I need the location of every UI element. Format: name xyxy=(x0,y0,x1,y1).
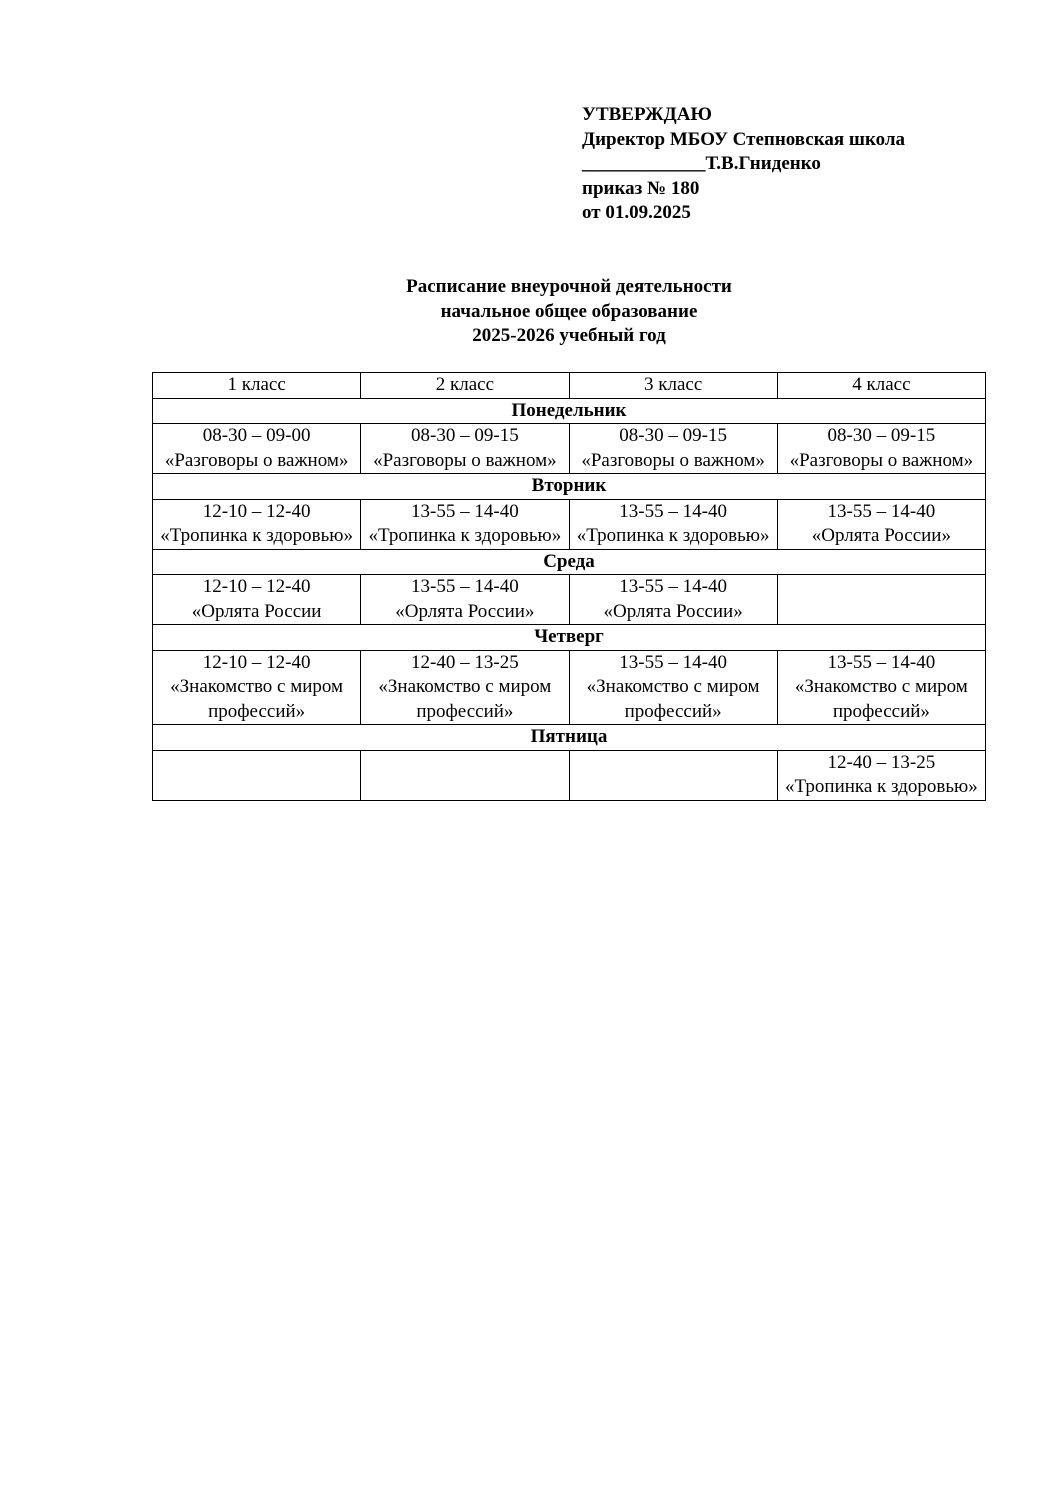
cell-time: 12-40 – 13-25 xyxy=(411,651,519,673)
schedule-cell-empty xyxy=(569,750,777,800)
header-cell: 3 класс xyxy=(569,373,777,399)
cell-activity: «Тропинка к здоровью» xyxy=(160,525,353,546)
header-cell: 2 класс xyxy=(361,373,569,399)
approval-heading: УТВЕРЖДАЮ xyxy=(582,104,712,125)
approval-signature: _____________Т.В.Гниденко xyxy=(582,153,821,174)
approval-order-number: приказ № 180 xyxy=(582,177,700,199)
cell-time: 13-55 – 14-40 xyxy=(827,500,936,522)
cell-activity: «Орлята России» xyxy=(811,525,951,546)
schedule-cell xyxy=(777,650,985,725)
cell-time: 12-10 – 12-40 xyxy=(202,500,311,522)
cell-activity: «Разговоры о важном» xyxy=(373,449,557,471)
schedule-cell xyxy=(777,499,985,549)
cell-time: 08-30 – 09-15 xyxy=(619,425,727,446)
document-title xyxy=(152,275,986,349)
cell-activity: «Тропинка к здоровью» xyxy=(785,776,978,797)
table-row xyxy=(153,499,986,549)
cell-time: 12-10 – 12-40 xyxy=(202,576,311,597)
header-cell: 1 класс xyxy=(153,373,361,399)
day-name-thursday: Четверг xyxy=(153,625,986,651)
schedule-cell xyxy=(153,424,361,474)
title-line-2: начальное общее образование xyxy=(440,300,698,322)
cell-activity: «Тропинка к здоровью» xyxy=(368,525,562,546)
schedule-cell-empty xyxy=(361,750,569,800)
cell-activity: «Разговоры о важном» xyxy=(581,449,765,471)
cell-time: 12-40 – 13-25 xyxy=(827,751,936,773)
schedule-cell xyxy=(153,650,361,725)
schedule-cell-empty xyxy=(153,750,361,800)
day-name-monday: Понедельник xyxy=(153,398,986,424)
schedule-cell xyxy=(569,499,777,549)
schedule-cell xyxy=(153,499,361,549)
schedule-cell xyxy=(153,575,361,625)
cell-time: 08-30 – 09-00 xyxy=(202,425,311,446)
title-line-1: Расписание внеурочной деятельности xyxy=(406,276,732,297)
cell-time: 13-55 – 14-40 xyxy=(619,576,727,597)
cell-activity: «Разговоры о важном» xyxy=(164,449,349,471)
header-cell: 4 класс xyxy=(777,373,985,399)
day-row xyxy=(153,474,986,500)
cell-time: 13-55 – 14-40 xyxy=(411,576,519,597)
day-row xyxy=(153,625,986,651)
schedule-cell-empty xyxy=(777,575,985,625)
cell-activity: «Знакомство с миром профессий» xyxy=(794,676,968,722)
cell-activity: «Знакомство с миром профессий» xyxy=(170,676,344,722)
cell-activity: «Разговоры о важном» xyxy=(789,449,974,471)
cell-activity: «Орлята России» xyxy=(603,600,743,622)
cell-activity: «Знакомство с миром профессий» xyxy=(378,676,552,722)
cell-activity: «Знакомство с миром профессий» xyxy=(586,676,760,722)
cell-activity: «Тропинка к здоровью» xyxy=(576,525,770,546)
cell-time: 13-55 – 14-40 xyxy=(619,651,727,673)
approval-position: Директор МБОУ Степновская школа xyxy=(582,128,906,150)
day-name-friday: Пятница xyxy=(153,725,986,751)
cell-time: 13-55 – 14-40 xyxy=(411,500,519,522)
table-row xyxy=(153,575,986,625)
day-name-tuesday: Вторник xyxy=(153,474,986,500)
cell-time: 13-55 – 14-40 xyxy=(827,651,936,673)
cell-activity: «Орлята России» xyxy=(395,600,535,622)
day-row xyxy=(153,398,986,424)
schedule-cell xyxy=(777,750,985,800)
day-row xyxy=(153,725,986,751)
cell-time: 08-30 – 09-15 xyxy=(411,425,519,446)
day-row xyxy=(153,549,986,575)
schedule-cell xyxy=(777,424,985,474)
table-row xyxy=(153,650,986,725)
schedule-cell xyxy=(569,424,777,474)
table-row xyxy=(153,750,986,800)
table-header-row xyxy=(153,373,986,399)
day-name-wednesday: Среда xyxy=(153,549,986,575)
cell-time: 12-10 – 12-40 xyxy=(202,651,311,673)
title-line-3: 2025-2026 учебный год xyxy=(472,325,666,346)
table-row xyxy=(153,424,986,474)
schedule-cell xyxy=(361,575,569,625)
schedule-cell xyxy=(569,650,777,725)
approval-block xyxy=(582,103,905,226)
cell-activity: «Орлята России xyxy=(191,600,322,622)
schedule-cell xyxy=(361,499,569,549)
cell-time: 08-30 – 09-15 xyxy=(827,425,936,446)
cell-time: 13-55 – 14-40 xyxy=(619,500,727,522)
schedule-cell xyxy=(569,575,777,625)
schedule-cell xyxy=(361,650,569,725)
approval-order-date: от 01.09.2025 xyxy=(582,202,691,223)
schedule-cell xyxy=(361,424,569,474)
schedule-table xyxy=(152,372,986,801)
